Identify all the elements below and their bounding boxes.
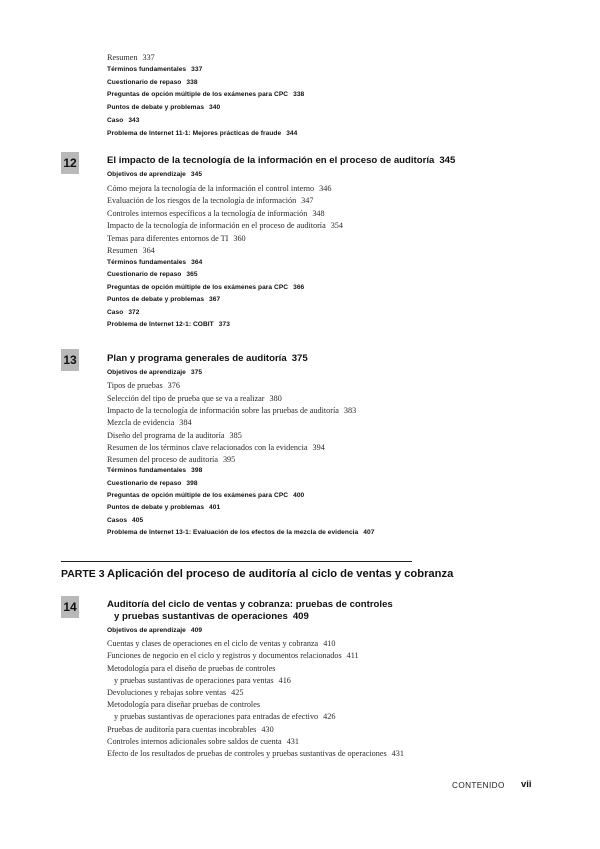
toc-entry-page: 373 — [218, 321, 230, 328]
toc-entry[interactable] — [107, 726, 274, 734]
toc-entry-page: 375 — [190, 369, 203, 376]
toc-entry-text: Metodología para el diseño de pruebas de controles — [107, 663, 276, 673]
toc-entry[interactable] — [107, 310, 139, 317]
toc-entry-text: Efecto de los resultados de pruebas de controles y pruebas sustantivas de operaciones — [107, 749, 387, 758]
toc-entry[interactable] — [107, 750, 404, 758]
toc-entry[interactable] — [107, 222, 343, 230]
toc-entry-text: Impacto de la tecnología de información sobre las pruebas de auditoría — [107, 405, 339, 415]
toc-entry-text: Puntos de debate y problemas — [107, 296, 205, 303]
toc-entry-page: 430 — [261, 724, 274, 734]
toc-entry-page: 376 — [167, 381, 180, 391]
toc-entry[interactable] — [107, 689, 243, 697]
toc-entry-page: 338 — [186, 78, 198, 86]
chapter-number: 12 — [63, 156, 77, 170]
toc-entry[interactable] — [114, 677, 291, 685]
toc-entry-page: 338 — [293, 91, 305, 99]
toc-entry-text: Controles internos específicos a la tecnología de información — [107, 208, 308, 218]
toc-entry[interactable] — [107, 67, 202, 74]
toc-entry[interactable] — [107, 505, 220, 512]
toc-entry-page: 365 — [186, 271, 198, 278]
chapter-title-line-1[interactable]: Auditoría del ciclo de ventas y cobranza: pruebas de controles — [107, 599, 393, 610]
toc-entry-page: 344 — [286, 129, 298, 137]
toc-entry-page: 410 — [323, 639, 336, 649]
toc-entry-text: y pruebas sustantivas de operaciones para entradas de efectivo — [114, 712, 319, 722]
chapter-title-line-2[interactable] — [114, 612, 309, 622]
toc-entry-page: 431 — [391, 749, 404, 758]
toc-entry[interactable] — [107, 285, 304, 292]
footer-page-number: vii — [521, 779, 532, 790]
toc-entry-text: Selección del tipo de prueba que se va a realizar — [107, 393, 265, 403]
toc-entry-page: 343 — [128, 117, 140, 124]
toc-entry[interactable] — [107, 738, 299, 746]
toc-entry-page: 340 — [209, 104, 221, 112]
toc-entry[interactable] — [107, 382, 180, 390]
toc-entry[interactable] — [107, 628, 202, 635]
toc-entry-text: Objetivos de aprendizaje — [107, 369, 186, 376]
toc-entry[interactable] — [107, 118, 139, 125]
toc-entry[interactable] — [107, 370, 202, 377]
chapter-page-number: 409 — [292, 611, 309, 622]
toc-entry[interactable] — [107, 210, 325, 218]
toc-entry-text: Metodología para diseñar pruebas de controles — [107, 700, 261, 710]
chapter-title-text: y pruebas sustantivas de operaciones — [114, 611, 288, 622]
toc-entry[interactable] — [107, 530, 374, 537]
toc-entry-page: 409 — [190, 627, 203, 634]
toc-entry-text: Resumen — [107, 246, 138, 255]
toc-entry[interactable] — [114, 713, 335, 721]
toc-entry-text: Caso — [107, 117, 124, 124]
toc-entry-text: Problema de Internet 12-1: COBIT — [107, 321, 214, 328]
toc-entry-page: 364 — [142, 246, 155, 255]
chapter-number-box — [61, 152, 79, 174]
chapter-number: 14 — [63, 600, 77, 614]
toc-entry-page: 401 — [209, 504, 221, 512]
chapter-page-number: 345 — [439, 155, 456, 166]
part-divider-rule — [61, 561, 412, 562]
toc-entry[interactable] — [107, 468, 202, 475]
toc-entry-page: 354 — [330, 221, 343, 230]
toc-entry-text: Caso — [107, 308, 124, 316]
chapter-number-box — [61, 596, 79, 618]
toc-entry-text: Puntos de debate y problemas — [107, 104, 205, 112]
toc-entry-page: 380 — [269, 393, 282, 403]
toc-entry[interactable] — [107, 322, 230, 329]
toc-entry[interactable] — [107, 272, 198, 279]
toc-entry[interactable] — [107, 652, 359, 660]
toc-entry-text: Resumen de los términos clave relacionados con la evidencia — [107, 442, 308, 452]
toc-entry[interactable] — [107, 54, 155, 62]
toc-entry-text: Problema de Internet 13-1: Evaluación de los efectos de la mezcla de evidencia — [107, 528, 359, 536]
toc-entry-page: 345 — [190, 171, 203, 178]
toc-entry-page: 400 — [293, 492, 305, 499]
toc-entry[interactable] — [107, 131, 297, 138]
toc-entry-text: Objetivos de aprendizaje — [107, 627, 186, 634]
toc-entry-page: 360 — [233, 233, 246, 243]
toc-entry[interactable] — [107, 444, 325, 452]
toc-entry[interactable] — [107, 432, 242, 440]
toc-entry[interactable] — [107, 185, 331, 193]
chapter-number-box — [61, 349, 79, 371]
toc-entry-page: 384 — [179, 418, 192, 428]
toc-entry-page: 347 — [301, 196, 314, 205]
toc-entry-text: Impacto de la tecnología de información en el proceso de auditoría — [107, 221, 326, 230]
chapter-page-number: 375 — [291, 353, 308, 364]
toc-entry-text: y pruebas sustantivas de operaciones para ventas — [114, 675, 274, 685]
toc-entry-page: 425 — [231, 688, 244, 697]
toc-entry[interactable] — [107, 247, 155, 255]
toc-entry-text: Cuestionario de repaso — [107, 78, 182, 86]
toc-entry-text: Pruebas de auditoría para cuentas incobrables — [107, 724, 257, 734]
toc-entry-text: Evaluación de los riesgos de la tecnología de información — [107, 196, 297, 205]
toc-entry-page: 337 — [191, 65, 203, 73]
toc-entry-text: Resumen del proceso de auditoría — [107, 455, 218, 465]
toc-entry-page: 411 — [346, 651, 359, 661]
toc-entry[interactable] — [107, 297, 220, 304]
toc-entry-page: 398 — [186, 479, 198, 487]
toc-entry-page: 372 — [128, 308, 140, 316]
toc-entry-text: Términos fundamentales — [107, 467, 187, 475]
toc-entry-page: 398 — [191, 467, 203, 475]
toc-entry-page: 395 — [222, 455, 236, 465]
toc-entry-text: Cuestionario de repaso — [107, 271, 182, 278]
chapter-title-text: Plan y programa generales de auditoría — [107, 353, 287, 364]
toc-entry-text: Términos fundamentales — [107, 65, 187, 73]
toc-entry-text: Cómo mejora la tecnología de la información el control interno — [107, 183, 315, 193]
toc-entry-page: 367 — [209, 296, 221, 303]
toc-entry-text: Devoluciones y rebajas sobre ventas — [107, 688, 227, 697]
chapter-title[interactable] — [107, 354, 308, 364]
toc-entry-page: 366 — [293, 283, 305, 291]
toc-entry[interactable] — [107, 395, 282, 403]
toc-entry-text: Puntos de debate y problemas — [107, 504, 205, 512]
chapter-title[interactable] — [107, 156, 455, 166]
toc-entry-text: Casos — [107, 516, 128, 524]
toc-entry[interactable] — [107, 172, 202, 179]
toc-entry[interactable] — [107, 481, 198, 488]
toc-entry-text: Mezcla de evidencia — [107, 418, 175, 428]
toc-entry[interactable] — [107, 419, 192, 427]
toc-entry-text: Problema de Internet 11-1: Mejores prácticas de fraude — [107, 129, 282, 137]
toc-entry[interactable] — [107, 640, 335, 648]
chapter-title-text: El impacto de la tecnología de la información en el proceso de auditoría — [107, 155, 435, 166]
toc-entry-text: Temas para diferentes entornos de TI — [107, 233, 229, 243]
toc-entry-text: Controles internos adicionales sobre saldos de cuenta — [107, 736, 282, 746]
toc-entry[interactable] — [107, 407, 356, 415]
toc-entry-page: 426 — [323, 712, 336, 722]
toc-entry[interactable] — [107, 235, 246, 243]
toc-entry-text: Preguntas de opción múltiple de los exámenes para CPC — [107, 283, 289, 291]
toc-entry-text: Funciones de negocio en el ciclo y registros y documentos relacionados — [107, 651, 342, 661]
footer-section-label: CONTENIDO — [452, 781, 505, 790]
toc-entry[interactable] — [107, 518, 143, 525]
chapter-number: 13 — [63, 353, 77, 367]
toc-entry-text: Términos fundamentales — [107, 258, 187, 266]
toc-entry[interactable] — [107, 197, 313, 205]
toc-entry-page: 407 — [363, 528, 375, 536]
toc-entry-page: 383 — [343, 405, 357, 415]
toc-entry-page: 431 — [286, 736, 299, 746]
part-label: PARTE 3 — [61, 568, 105, 580]
toc-entry[interactable] — [107, 701, 260, 709]
toc-entry-text: Preguntas de opción múltiple de los exámenes para CPC — [107, 91, 289, 99]
toc-entry-page: 337 — [142, 53, 155, 62]
part-title: Aplicación del proceso de auditoría al ciclo de ventas y cobranza — [107, 568, 454, 580]
toc-entry-text: Cuentas y clases de operaciones en el ciclo de ventas y cobranza — [107, 639, 319, 649]
toc-entry[interactable] — [107, 105, 220, 112]
toc-entry[interactable] — [107, 260, 202, 267]
toc-entry-page: 394 — [312, 442, 325, 452]
toc-entry-text: Tipos de pruebas — [107, 381, 163, 391]
toc-entry[interactable] — [107, 493, 304, 500]
toc-entry-page: 346 — [319, 183, 332, 193]
toc-entry-text: Resumen — [107, 53, 138, 62]
toc-entry-page: 416 — [278, 675, 291, 685]
toc-entry-page: 364 — [191, 258, 203, 266]
toc-entry[interactable] — [107, 456, 235, 464]
toc-entry-text: Objetivos de aprendizaje — [107, 171, 186, 178]
toc-entry-text: Preguntas de opción múltiple de los exámenes para CPC — [107, 492, 289, 499]
toc-entry[interactable] — [107, 92, 304, 99]
toc-entry-page: 348 — [312, 208, 325, 218]
toc-entry[interactable] — [107, 80, 198, 87]
toc-entry-text: Cuestionario de repaso — [107, 479, 182, 487]
toc-entry-page: 405 — [132, 516, 144, 524]
toc-entry-text: Diseño del programa de la auditoría — [107, 430, 225, 440]
toc-entry-page: 385 — [229, 430, 242, 440]
toc-entry[interactable] — [107, 665, 275, 673]
